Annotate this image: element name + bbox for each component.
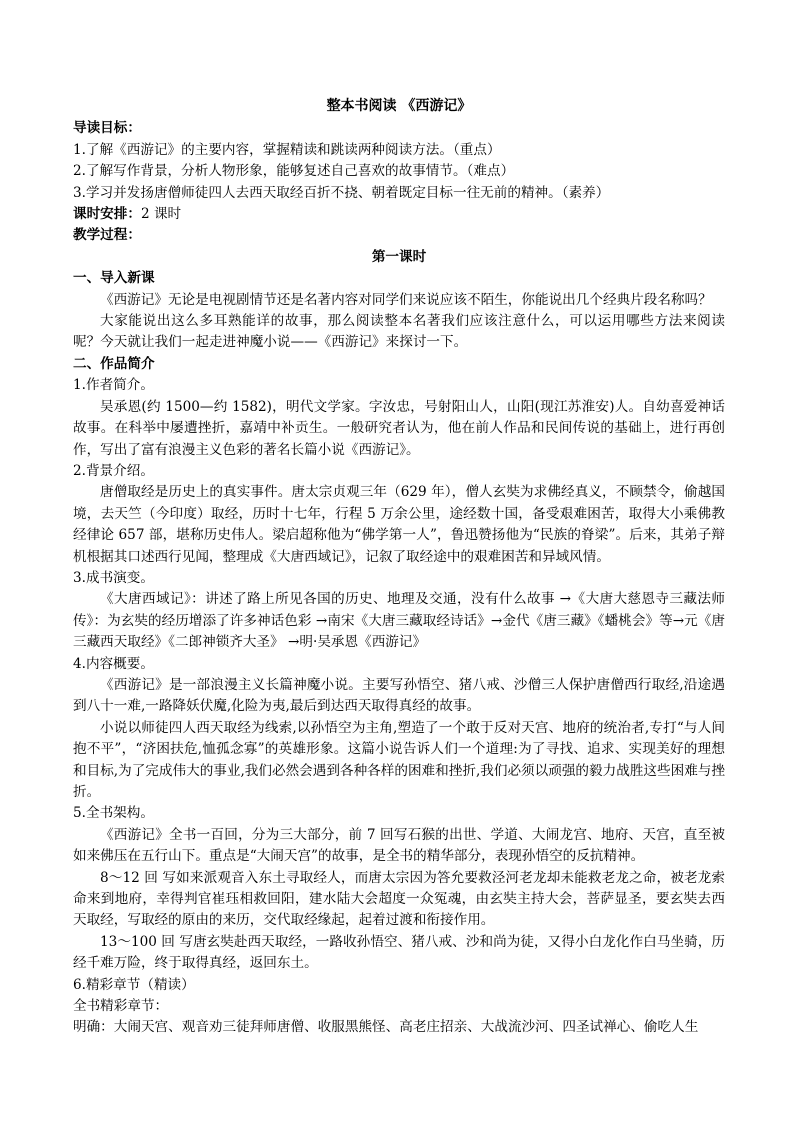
paragraph: 《西游记》全书一百回，分为三大部分，前 7 回写石猴的出世、学道、大闹龙宫、地府、天宫，直至被如来佛压在五行山下。重点是“大闹天宫”的故事，是全书的精华部分，表现孙悟空的反抗精神。 <box>73 826 725 865</box>
process-heading: 教学过程： <box>73 227 141 244</box>
subsection-heading: 3.成书演变。 <box>73 569 154 586</box>
paragraph: 《大唐西域记》：讲述了路上所见各国的历史、地理及交通，没有什么故事 →《大唐大慈恩寺三藏法师传》：为玄奘的经历增添了许多神话色彩 →南宋《大唐三藏取经诗话》→金代《唐三藏》《蟠桃会》等→元《唐三藏西天取经》《二郎神锁齐大圣》 →明·吴承恩《西游记》 <box>73 591 725 651</box>
paragraph: 吴承恩(约 1500—约 1582)，明代文学家。字汝忠，号射阳山人，山阳(现江苏淮安)人。自幼喜爱神话故事。在科举中屡遭挫折，嘉靖中补贡生。一般研究者认为，他在前人作品和民间传说的基础上，进行再创作，写出了富有浪漫主义色彩的著名长篇小说《西游记》。 <box>73 398 725 458</box>
subsection-heading: 2.背景介绍。 <box>73 462 154 479</box>
subsection-heading: 6.精彩章节（精读） <box>73 976 195 993</box>
goals-heading: 导读目标： <box>73 120 141 137</box>
subsection-heading: 1.作者简介。 <box>73 377 154 394</box>
paragraph: 《西游记》无论是电视剧情节还是名著内容对同学们来说应该不陌生，你能说出几个经典片段名称吗？ <box>100 291 712 308</box>
paragraph: 13～100 回 写唐玄奘赴西天取经，一路收孙悟空、猪八戒、沙和尚为徒，又得小白龙化作白马坐骑，历经千难万险，终于取得真经，返回东土。 <box>73 933 725 972</box>
subsection-heading: 4.内容概要。 <box>73 655 154 672</box>
document-page <box>73 96 725 1039</box>
goal-item: 1.了解《西游记》的主要内容，掌握精读和跳读两种阅读方法。（重点） <box>73 141 501 158</box>
schedule-value: 2 课时 <box>140 206 182 223</box>
goal-item: 3.学习并发扬唐僧师徒四人去西天取经百折不挠、朝着既定目标一往无前的精神。（素养） <box>73 184 610 201</box>
paragraph: 大家能说出这么多耳熟能详的故事，那么阅读整本名著我们应该注意什么，可以运用哪些方法来阅读呢？今天就让我们一起走进神魔小说——《西游记》来探讨一下。 <box>73 313 725 351</box>
paragraph: 明确：大闹天宫、观音劝三徒拜师唐僧、收服黑熊怪、高老庄招亲、大战流沙河、四圣试禅心、偷吃人生 <box>73 1019 699 1036</box>
schedule-line <box>73 204 725 225</box>
goal-item: 2.了解写作背景，分析人物形象，能够复述自己喜欢的故事情节。（难点） <box>73 163 515 180</box>
section-heading: 二、作品简介 <box>73 355 155 372</box>
paragraph: 小说以师徒四人西天取经为线索,以孙悟空为主角,塑造了一个敢于反对天宫、地府的统治者,专打“与人间抱不平”，“济困扶危,恤孤念寡”的英雄形象。这篇小说告诉人们一个道理:为了寻找、追求、实现美好的理想和目标,为了完成伟大的事业,我们必然会遇到各种各样的困难和挫折,我们必须以顽强的毅力战胜这些困难与挫折。 <box>73 719 725 800</box>
paragraph: 《西游记》是一部浪漫主义长篇神魔小说。主要写孙悟空、猪八戒、沙僧三人保护唐僧西行取经,沿途遇到八十一难,一路降妖伏魔,化险为夷,最后到达西天取得真经的故事。 <box>73 676 725 715</box>
document-title: 整本书阅读 《西游记》 <box>326 98 472 114</box>
subsection-heading: 5.全书架构。 <box>73 805 154 822</box>
paragraph: 8～12 回 写如来派观音入东土寻取经人，而唐太宗因为答允要救泾河老龙却未能救老龙之命，被老龙索命来到地府，幸得判官崔珏相救回阳，建水陆大会超度一众冤魂，由玄奘主持大会，菩萨显圣，要玄奘去西天取经，写取经的原由的来历，交代取经缘起，起着过渡和衔接作用。 <box>73 869 725 929</box>
subsection-subheading: 全书精彩章节： <box>73 998 169 1015</box>
paragraph: 唐僧取经是历史上的真实事件。唐太宗贞观三年（629 年），僧人玄奘为求佛经真义，不顾禁令，偷越国境，去天竺（今印度）取经，历时十七年，行程 5 万余公里，途经数十国，备受艰难困苦，取得大小乘佛教经律论 657 部，堪称历史伟人。梁启超称他为“佛学第一人”，鲁迅赞扬他为“民族的脊梁”。后来，其弟子辩机根据其口述西行见闻，整理成《大唐西域记》，记叙了取经途中的艰难困苦和异域风情。 <box>73 484 725 565</box>
lesson-heading: 第一课时 <box>371 248 427 265</box>
schedule-label: 课时安排： <box>73 206 141 223</box>
section-heading: 一、导入新课 <box>73 270 155 287</box>
